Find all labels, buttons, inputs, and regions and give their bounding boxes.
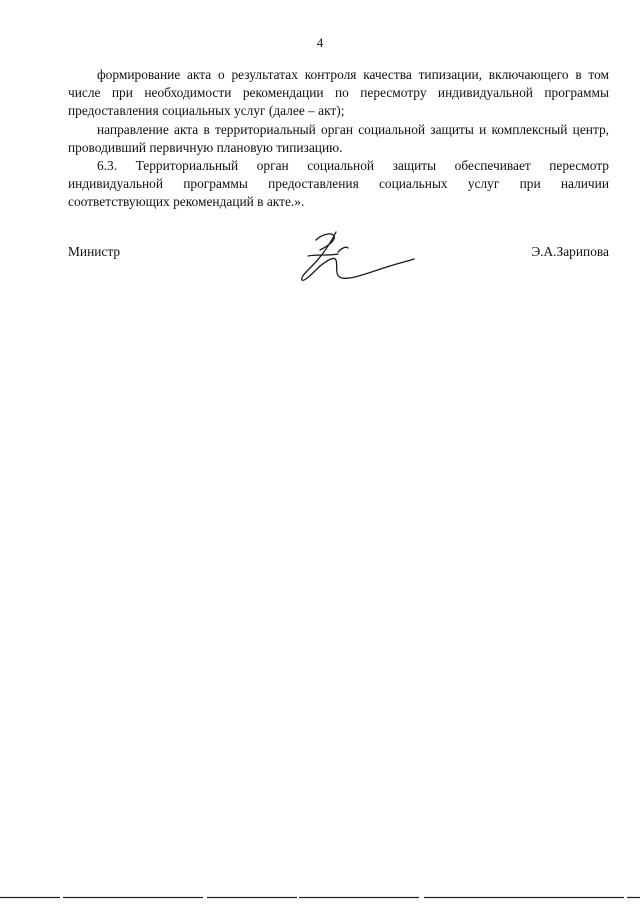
- document-body: [68, 66, 609, 212]
- handwritten-signature: [290, 226, 420, 288]
- signatory-name: Э.А.Зарипова: [531, 244, 609, 259]
- page-number: 4: [316, 35, 324, 50]
- paragraph-act-formation: формирование акта о результатах контроля качества типизации, включающего в том числе при необходимости рекомендации по пересмотру индивидуальной программы предоставления социальных услуг (далее – акт);: [68, 67, 609, 119]
- signatory-title: Министр: [68, 244, 121, 259]
- paragraph-act-sending: направление акта в территориальный орган социальной защиты и комплексный центр, проводивший первичную плановую типизацию.: [68, 121, 609, 155]
- paragraph-6-3: 6.3. Территориальный орган социальной защиты обеспечивает пересмотр индивидуальной программы предоставления социальных услуг при наличии соответствующих рекомендаций в акте.».: [68, 158, 609, 210]
- bottom-edge-line: [0, 896, 640, 899]
